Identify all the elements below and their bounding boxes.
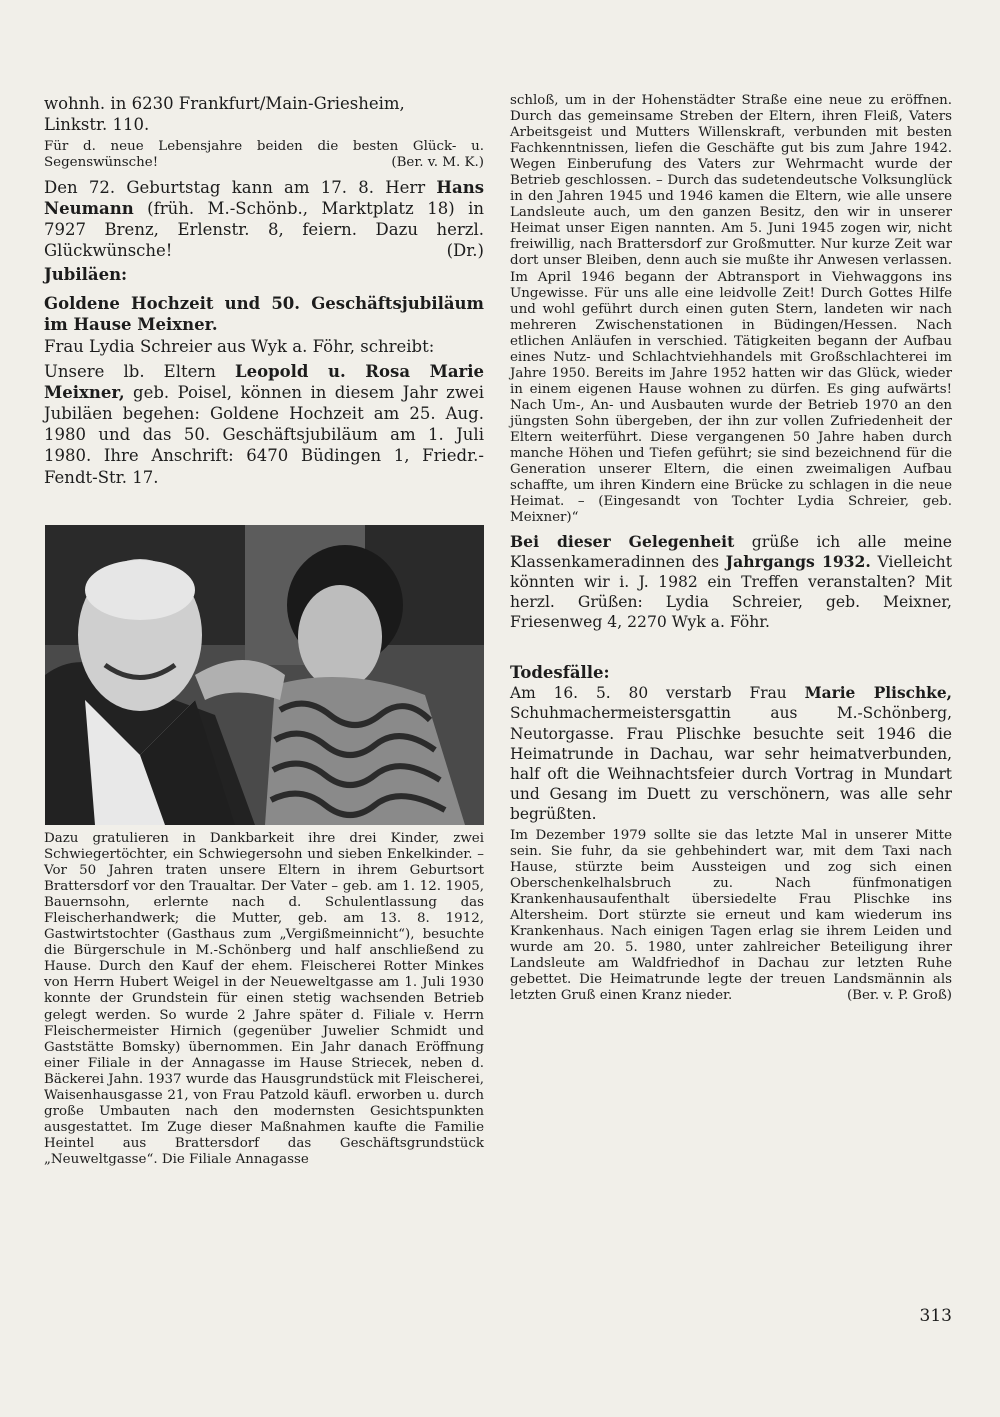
person-name: Leopold u. Rosa Marie Meixner,	[44, 361, 485, 402]
couple-photo	[45, 525, 484, 825]
birthday-notice: Den 72. Geburtstag kann am 17. 8. Herr Hans Neumann (früh. M.-Schönb., Marktplatz 18) in 7927 Brenz, Erlenstr. 8, feiern. Dazu herzl. Glückwünsche! (Dr.)	[44, 177, 484, 261]
credit: (Dr.)	[446, 241, 484, 261]
article-subheading: Goldene Hochzeit und 50. Geschäftsjubiläum im Hause Meixner.	[44, 294, 484, 335]
obituary-paragraph: Am 16. 5. 80 verstarb Frau Marie Plischke, Schuhmachermeistersgattin aus M.-Schönberg, Neutorgasse. Frau Plischke besuchte seit 1946 die Heimatrunde in Dachau, war sehr heimatverbunden, half oft die Weihnachtsfeier durch Vortrag in Mundart und Gesang im Duett zu verschönern, was alle sehr begrüßten.	[510, 684, 953, 824]
person-name: Marie Plischke,	[804, 684, 953, 703]
right-column	[510, 93, 952, 1004]
couple-photo-drawing	[45, 525, 484, 825]
section-heading-todesfaelle: Todesfälle:	[510, 663, 610, 683]
address-line: wohnh. in 6230 Frankfurt/Main-Griesheim, Linkstr. 110.	[44, 94, 405, 135]
class-reunion-notice: Bei dieser Gelegenheit grüße ich alle meine Klassenkameradinnen des Jahrgangs 1932. Vielleicht könnten wir i. J. 1982 ein Treffen veranstalten? Mit herzl. Grüßen: Lydia Schreier, geb. Meixner, Friesenweg 4, 2270 Wyk a. Föhr.	[510, 532, 952, 632]
credit: (Ber. v. P. Groß)	[846, 988, 952, 1004]
section-heading-jubilaeen: Jubiläen:	[44, 265, 128, 285]
birthday-wishes: Für d. neue Lebensjahre beiden die besten Glück- u. Segenswünsche! (Ber. v. M. K.)	[44, 139, 484, 171]
obituary-continuation: Im Dezember 1979 sollte sie das letzte Mal in unserer Mitte sein. Sie fuhr, da sie gehbehindert war, mit dem Taxi nach Hause, stürzte beim Aussteigen und zog sich einen Oberschenkelhalsbruch zu. Nach fünfmonatigen Krankenhausaufenthalt übersiedelte Frau Plischke ins Altersheim. Dort stürzte sie erneut und kam wiederum ins Krankenhaus. Nach einigen Tagen erlag sie ihrem Leiden und wurde am 20. 5. 1980, unter zahlreicher Beteiligung ihrer Landsleute am Waldfriedhof in Dachau zur letzten Ruhe gebettet. Die Heimatrunde legte der treuen Landsmännin als letzten Gruß einen Kranz nieder. (Ber. v. P. Groß)	[510, 827, 952, 1004]
left-column	[44, 93, 484, 488]
intro-paragraph: Frau Lydia Schreier aus Wyk a. Föhr, schreibt:	[44, 337, 435, 357]
page-number: 313	[919, 1306, 952, 1326]
photo-caption-text: Dazu gratulieren in Dankbarkeit ihre drei Kinder, zwei Schwiegertöchter, ein Schwiegersohn und sieben Enkelkinder. – Vor 50 Jahren traten unsere Eltern in ihrem Geburtsort Brattersdorf vor den Traualtar. Der Vater – geb. am 1. 12. 1905, Bauernsohn, erlernte nach d. Schulentlassung das Fleischerhandwerk; die Mutter, geb. am 13. 8. 1912, Gastwirtstochter (Gasthaus zum „Vergißmeinnicht“), besuchte die Bürgerschule in M.-Schönberg und half anschließend zu Hause. Durch den Kauf der ehem. Fleischerei Rotter Minkes von Herrn Hubert Weigel in der Neueweltgasse am 1. Juli 1930 konnte der Grundstein für einen stetig wachsenden Betrieb gelegt werden. So wurde 2 Jahre später d. Filiale v. Herrn Fleischermeister Hirnich (gegenüber Juwelier Schmidt und Gaststätte Bomsky) übernommen. Ein Jahr danach Eröffnung einer Filiale in der Annagasse im Hause Striecek, neben d. Bäckerei Jahn. 1937 wurde das Hausgrundstück mit Fleischerei, Waisenhausgasse 21, von Frau Patzold käufl. erworben u. durch große Umbauten nach den modernsten Gesichtspunkten ausgestattet. Im Zuge dieser Maßnahmen kaufte die Familie Heintel aus Brattersdorf das Geschäftsgrundstück „Neuweltgasse“. Die Filiale Annagasse	[44, 831, 484, 1167]
credit: (Ber. v. M. K.)	[391, 155, 484, 171]
article-continuation: schloß, um in der Hohenstädter Straße eine neue zu eröffnen. Durch das gemeinsame Streben der Eltern, ihren Fleiß, Vaters Arbeitsgeist und Mutters Willenskraft, verbunden mit besten Fachkenntnissen, liefen die Geschäfte gut bis zum Jahre 1942. Wegen Einberufung des Vaters zur Wehrmacht wurde der Betrieb geschlossen. – Durch das sudetendeutsche Volksunglück in den Jahren 1945 und 1946 kamen die Eltern, wie alle unsere Landsleute auch, um den ganzen Besitz, den wir in unserer Heimat unser Eigen nannten. Am 5. Juni 1945 zogen wir, nicht freiwillig, nach Brattersdorf zur Großmutter. Nur kurze Zeit war dort unser Bleiben, denn auch sie mußte ihr Anwesen verlassen. Im April 1946 begann der Abtransport in Viehwaggons ins Ungewisse. Für uns alle eine leidvolle Zeit! Durch Gottes Hilfe und wohl geführt durch einen guten Stern, landeten wir nach mehreren Zwischenstationen in Büdingen/Hessen. Nach etlichen Anläufen in verschied. Tätigkeiten begann der Aufbau eines Nutz- und Schlachtviehhandels mit Großschlachterei im Jahre 1950. Bereits im Jahre 1952 hatten wir das Glück, wieder in einem eigenen Hause wohnen zu dürfen. Es ging aufwärts! Nach Um-, An- und Ausbauten wurde der Betrieb 1970 an den jüngsten Sohn übergeben, der ihn zur vollen Zufriedenheit der Eltern weiterführt. Diese vergangenen 50 Jahre haben durch manche Höhen und Tiefen geführt; sie sind bezeichnend für die Generation unserer Eltern, die einen zweimaligen Aufbau schaffte, um ihren Kindern eine Brücke zu schlagen in die neue Heimat. – (Eingesandt von Tochter Lydia Schreier, geb. Meixner)“	[510, 93, 952, 526]
person-name: Hans Neumann	[44, 177, 484, 218]
jubilee-paragraph: Unsere lb. Eltern Leopold u. Rosa Marie Meixner, geb. Poisel, können in diesem Jahr zwei Jubiläen begehen: Goldene Hochzeit am 25. Aug. 1980 und das 50. Geschäftsjubiläum am 1. Juli 1980. Ihre Anschrift: 6470 Büdingen 1, Friedr.-Fendt-Str. 17.	[44, 361, 485, 487]
